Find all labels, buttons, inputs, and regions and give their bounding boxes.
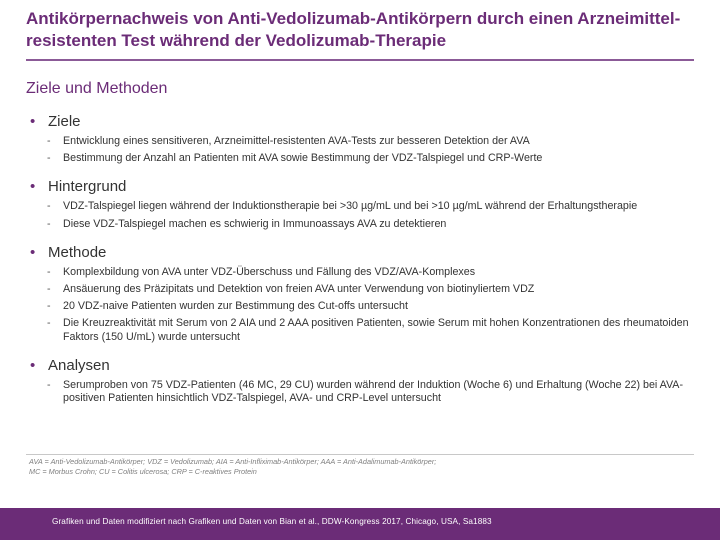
section-ziele [26, 112, 696, 165]
section-heading-label: Hintergrund [48, 178, 127, 196]
section-heading-label: Analysen [48, 356, 110, 374]
list-item-text: VDZ-Talspiegel liegen während der Induktionstherapie bei >30 µg/mL und bei >10 µg/mL während der Erhaltungstherapie [63, 200, 638, 213]
footer-band [0, 508, 720, 540]
list-item [26, 317, 696, 343]
list-item [26, 135, 696, 148]
section-heading [26, 112, 696, 132]
list-item-text: Bestimmung der Anzahl an Patienten mit AVA sowie Bestimmung der VDZ-Talspiegel und CRP-Werte [63, 152, 543, 165]
slide-title: Antikörpernachweis von Anti-Vedolizumab-Antikörpern durch einen Arzneimittel-resistenten Test während der Vedolizumab-Therapie [26, 9, 681, 50]
bullet-icon: • [30, 243, 36, 261]
title-divider [26, 59, 694, 61]
section-hintergrund [26, 177, 696, 230]
section-heading-label: Ziele [48, 113, 81, 130]
footnote-line: AVA = Anti-Vedolizumab-Antikörper; VDZ = Vedolizumab; AIA = Anti-Infliximab-Antikörper; AAA = Anti-Adalimumab-Antikörper; [29, 457, 437, 466]
list-item [26, 283, 696, 296]
dash-icon: - [47, 152, 51, 165]
source-citation: Grafiken und Daten modifiziert nach Grafiken und Daten von Bian et al., DDW-Kongress 2017, Chicago, USA, Sa1883 [52, 517, 492, 526]
dash-icon: - [47, 317, 51, 330]
list-item [26, 152, 696, 165]
footnote-line: MC = Morbus Crohn; CU = Colitis ulcerosa; CRP = C-reaktives Protein [29, 466, 257, 476]
slide-content [26, 112, 696, 417]
list-item-text: 20 VDZ-naive Patienten wurden zur Bestimmung des Cut-offs untersucht [63, 300, 408, 313]
bullet-icon: • [30, 356, 36, 374]
list-item [26, 300, 696, 313]
section-items [26, 379, 696, 405]
list-item [26, 379, 696, 405]
abbreviations-footnote [29, 457, 689, 476]
section-methode [26, 243, 696, 344]
list-item-text: Ansäuerung des Präzipitats und Detektion von freien AVA unter Verwendung von biotinyliertem VDZ [63, 283, 535, 296]
section-items [26, 135, 696, 165]
dash-icon: - [47, 300, 51, 313]
section-heading [26, 356, 696, 376]
list-item-text: Diese VDZ-Talspiegel machen es schwierig in Immunoassays AVA zu detektieren [63, 217, 447, 230]
list-item [26, 218, 696, 231]
dash-icon: - [47, 265, 51, 278]
section-analysen [26, 356, 696, 405]
section-items [26, 200, 696, 230]
list-item-text: Die Kreuzreaktivität mit Serum von 2 AIA und 2 AAA positiven Patienten, sowie Serum mit hohen Konzentrationen des rheumatoiden Faktors (150 U/mL) wurde untersucht [63, 317, 689, 343]
dash-icon: - [47, 217, 51, 230]
list-item [26, 200, 696, 213]
bullet-icon: • [30, 113, 36, 130]
dash-icon: - [47, 378, 51, 391]
list-item [26, 266, 696, 279]
slide-subtitle: Ziele und Methoden [26, 80, 168, 97]
footnote-divider [26, 454, 694, 455]
bullet-icon: • [30, 178, 36, 196]
section-heading [26, 243, 696, 263]
list-item-text: Entwicklung eines sensitiveren, Arzneimittel-resistenten AVA-Tests zur besseren Detektion der AVA [63, 135, 530, 147]
list-item-text: Serumproben von 75 VDZ-Patienten (46 MC, 29 CU) wurden während der Induktion (Woche 6) und Erhaltung (Woche 22) bei AVA-positiven Patienten hinsichtlich VDZ-Talspiegel, AVA- und CRP-Level untersucht [63, 378, 683, 405]
dash-icon: - [47, 200, 51, 213]
dash-icon: - [47, 135, 51, 147]
section-heading-label: Methode [48, 243, 107, 261]
list-item-text: Komplexbildung von AVA unter VDZ-Überschuss und Fällung des VDZ/AVA-Komplexes [63, 265, 476, 278]
dash-icon: - [47, 283, 51, 296]
section-heading [26, 177, 696, 197]
section-items [26, 266, 696, 344]
